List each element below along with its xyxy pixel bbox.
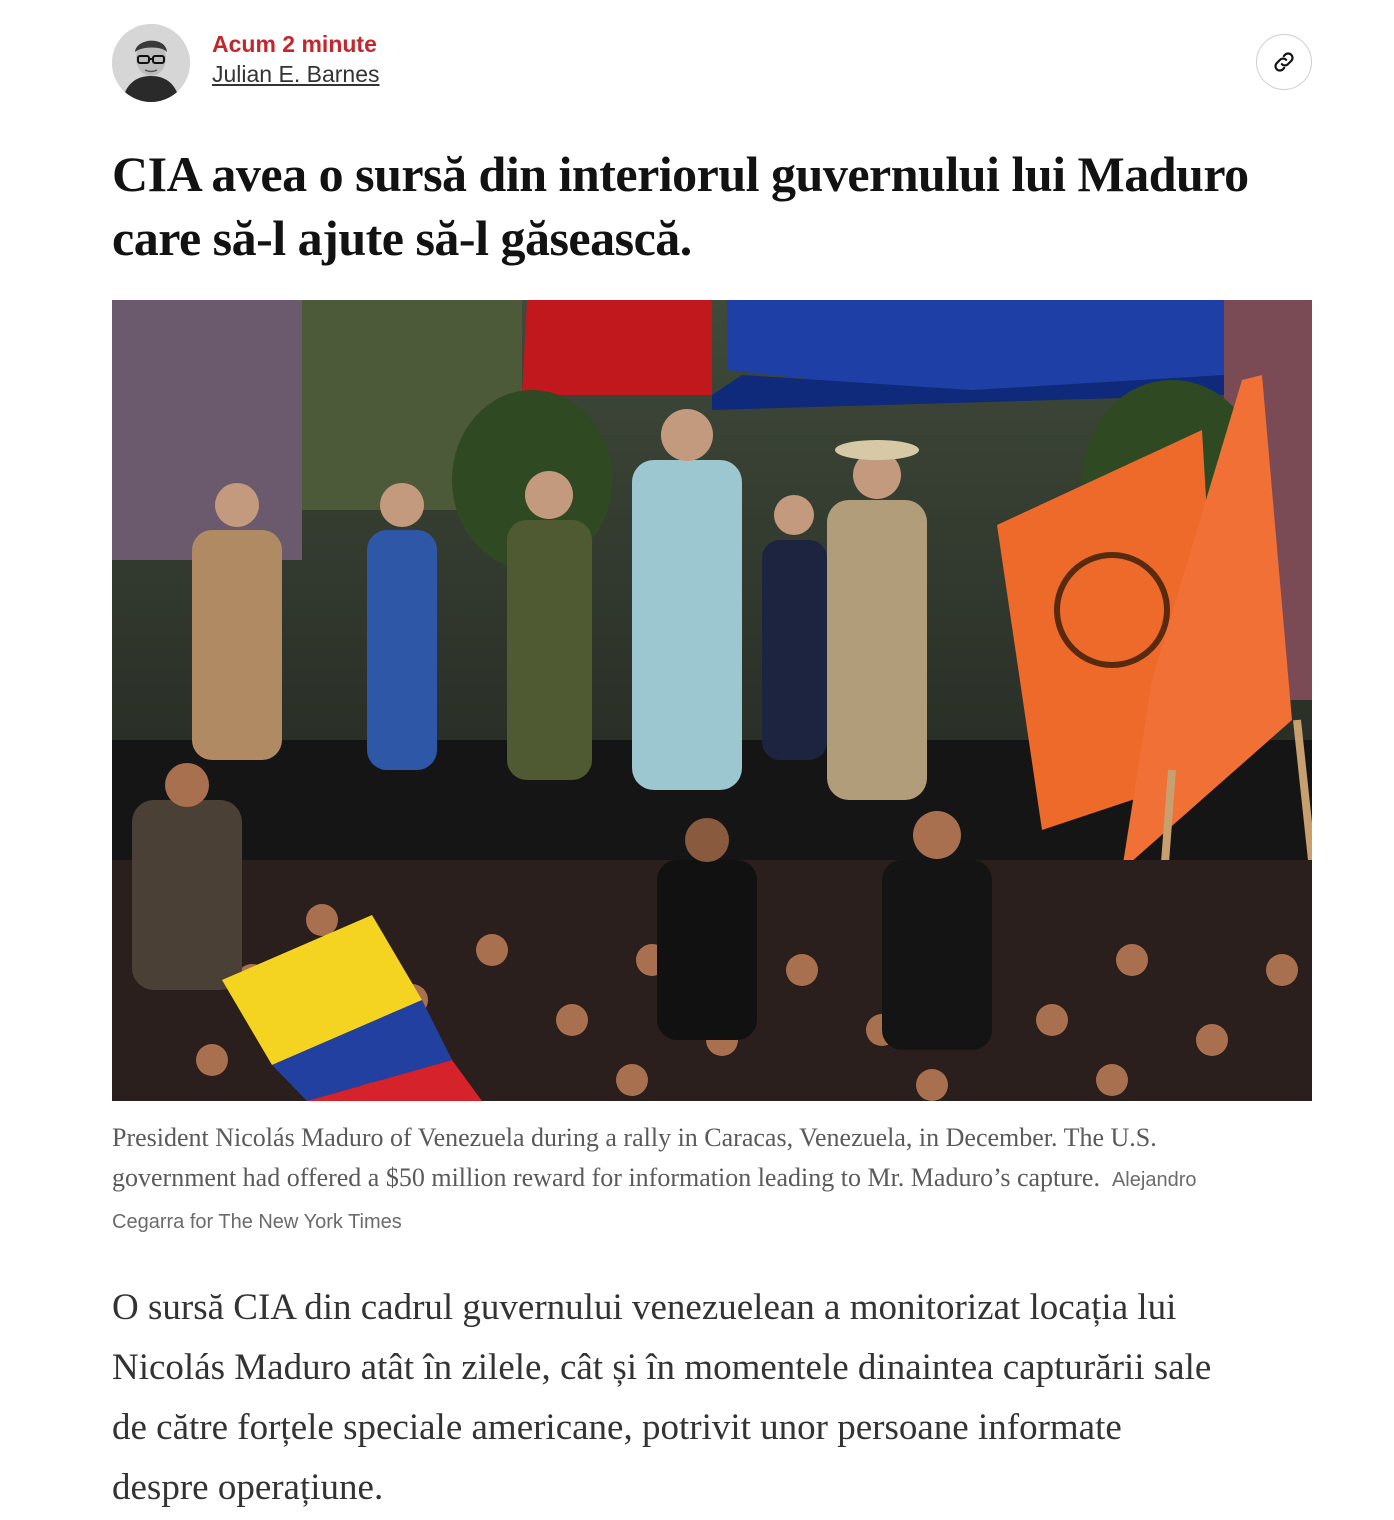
article-lede: O sursă CIA din cadrul guvernului venezuelean a monitorizat locația lui Nicolás Maduro atât în zilele, cât și în momentele dinaintea capturării sale de către forțele speciale americane, potrivit unor persoane informate despre operațiune. bbox=[112, 1287, 1212, 1508]
photo-caption: President Nicolás Maduro of Venezuela during a rally in Caracas, Venezuela, in December. The U.S. government had offered a $50 million reward for information leading to Mr. Maduro’s capture. bbox=[112, 1123, 1157, 1192]
headline: CIA avea o sursă din interiorul guvernului lui Maduro care să-l ajute să-l găsească. bbox=[112, 146, 1249, 266]
photo-caption-block bbox=[112, 1118, 1222, 1242]
byline-meta bbox=[212, 30, 379, 90]
byline bbox=[112, 24, 1312, 104]
link-icon bbox=[1271, 49, 1297, 75]
author-link[interactable]: Julian E. Barnes bbox=[212, 61, 380, 87]
article-photo bbox=[112, 300, 1312, 1101]
timestamp: Acum 2 minute bbox=[212, 31, 377, 57]
photo-credit: Alejandro Cegarra for The New York Times bbox=[112, 1169, 1197, 1233]
copy-link-button[interactable] bbox=[1256, 34, 1312, 90]
author-avatar[interactable] bbox=[112, 24, 190, 102]
